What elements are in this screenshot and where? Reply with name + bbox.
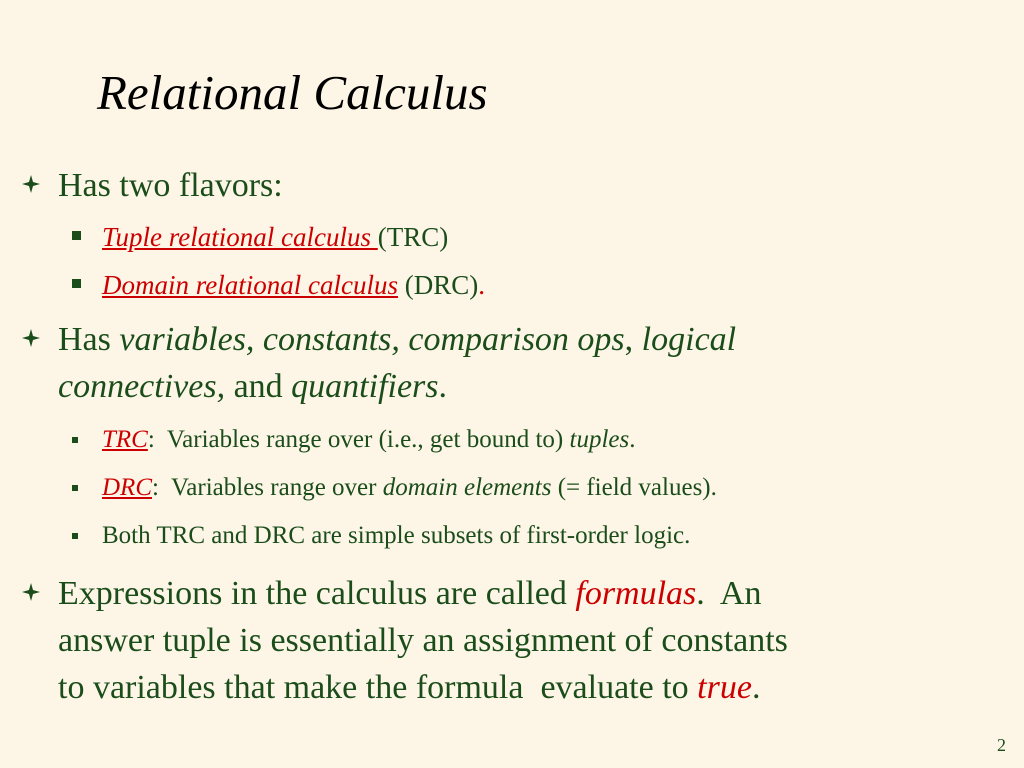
period: . [751, 669, 761, 706]
fol-text: Both TRC and DRC are simple subsets of first-order logic. [102, 522, 691, 549]
expr-line-3: to variables that make the formula evaluate to [58, 669, 698, 706]
expr-after: . An [696, 575, 762, 612]
sub-bullet-drc-def [72, 471, 992, 505]
link-trc[interactable]: TRC [102, 426, 148, 453]
trc-def-text: Variables range over (i.e., get bound to) [154, 426, 570, 453]
bullet-text: Has two flavors: [58, 167, 283, 204]
square-bullet-icon [72, 485, 78, 491]
drc-abbr: (DRC) [397, 270, 479, 300]
link-domain-relational-calculus[interactable]: Domain relational calculus [102, 270, 398, 300]
drc-def-text: Variables range over [158, 474, 383, 501]
sub-bullet-trc [72, 220, 992, 254]
drc-def-rest: (= field values). [551, 474, 717, 501]
bullet-two-flavors [22, 162, 1012, 209]
expr-line-2: answer tuple is essentially an assignment of constants [58, 622, 788, 659]
sub-bullet-drc [72, 268, 992, 302]
sub-bullet-fol [72, 519, 992, 553]
emph-true: true [697, 669, 752, 706]
comma: , [624, 321, 642, 358]
square-bullet-icon [72, 231, 81, 240]
diamond-bullet-icon [22, 329, 40, 347]
trc-abbr: (TRC) [377, 222, 449, 252]
emph-formulas: formulas [575, 575, 697, 612]
page-number: 2 [997, 735, 1006, 755]
slide-title: Relational Calculus [97, 65, 488, 120]
emph-logical: logical [641, 321, 737, 358]
colon: : [147, 426, 155, 453]
diamond-bullet-icon [22, 583, 40, 601]
square-bullet-icon [72, 279, 81, 288]
and-text: and [225, 368, 292, 405]
emph-connectives: connectives, [58, 368, 226, 405]
bullet-expressions [22, 570, 1012, 711]
bullet-text: Has [58, 321, 120, 358]
period: . [438, 368, 448, 405]
period: . [478, 270, 485, 300]
link-tuple-relational-calculus[interactable]: Tuple relational calculus [102, 222, 378, 252]
emph-domain-elements: domain elements [382, 474, 552, 501]
sub-bullet-trc-def [72, 423, 992, 457]
emph-tuples: tuples [569, 426, 630, 453]
square-bullet-icon [72, 533, 78, 539]
diamond-bullet-icon [22, 175, 40, 193]
emph-items: variables, constants, comparison ops [119, 321, 625, 358]
link-drc[interactable]: DRC [102, 474, 152, 501]
square-bullet-icon [72, 437, 78, 443]
expr-line-1: Expressions in the calculus are called [58, 575, 576, 612]
emph-quantifiers: quantifiers [291, 368, 439, 405]
period: . [629, 426, 636, 453]
bullet-has-variables [22, 316, 1012, 410]
colon: : [152, 474, 159, 501]
